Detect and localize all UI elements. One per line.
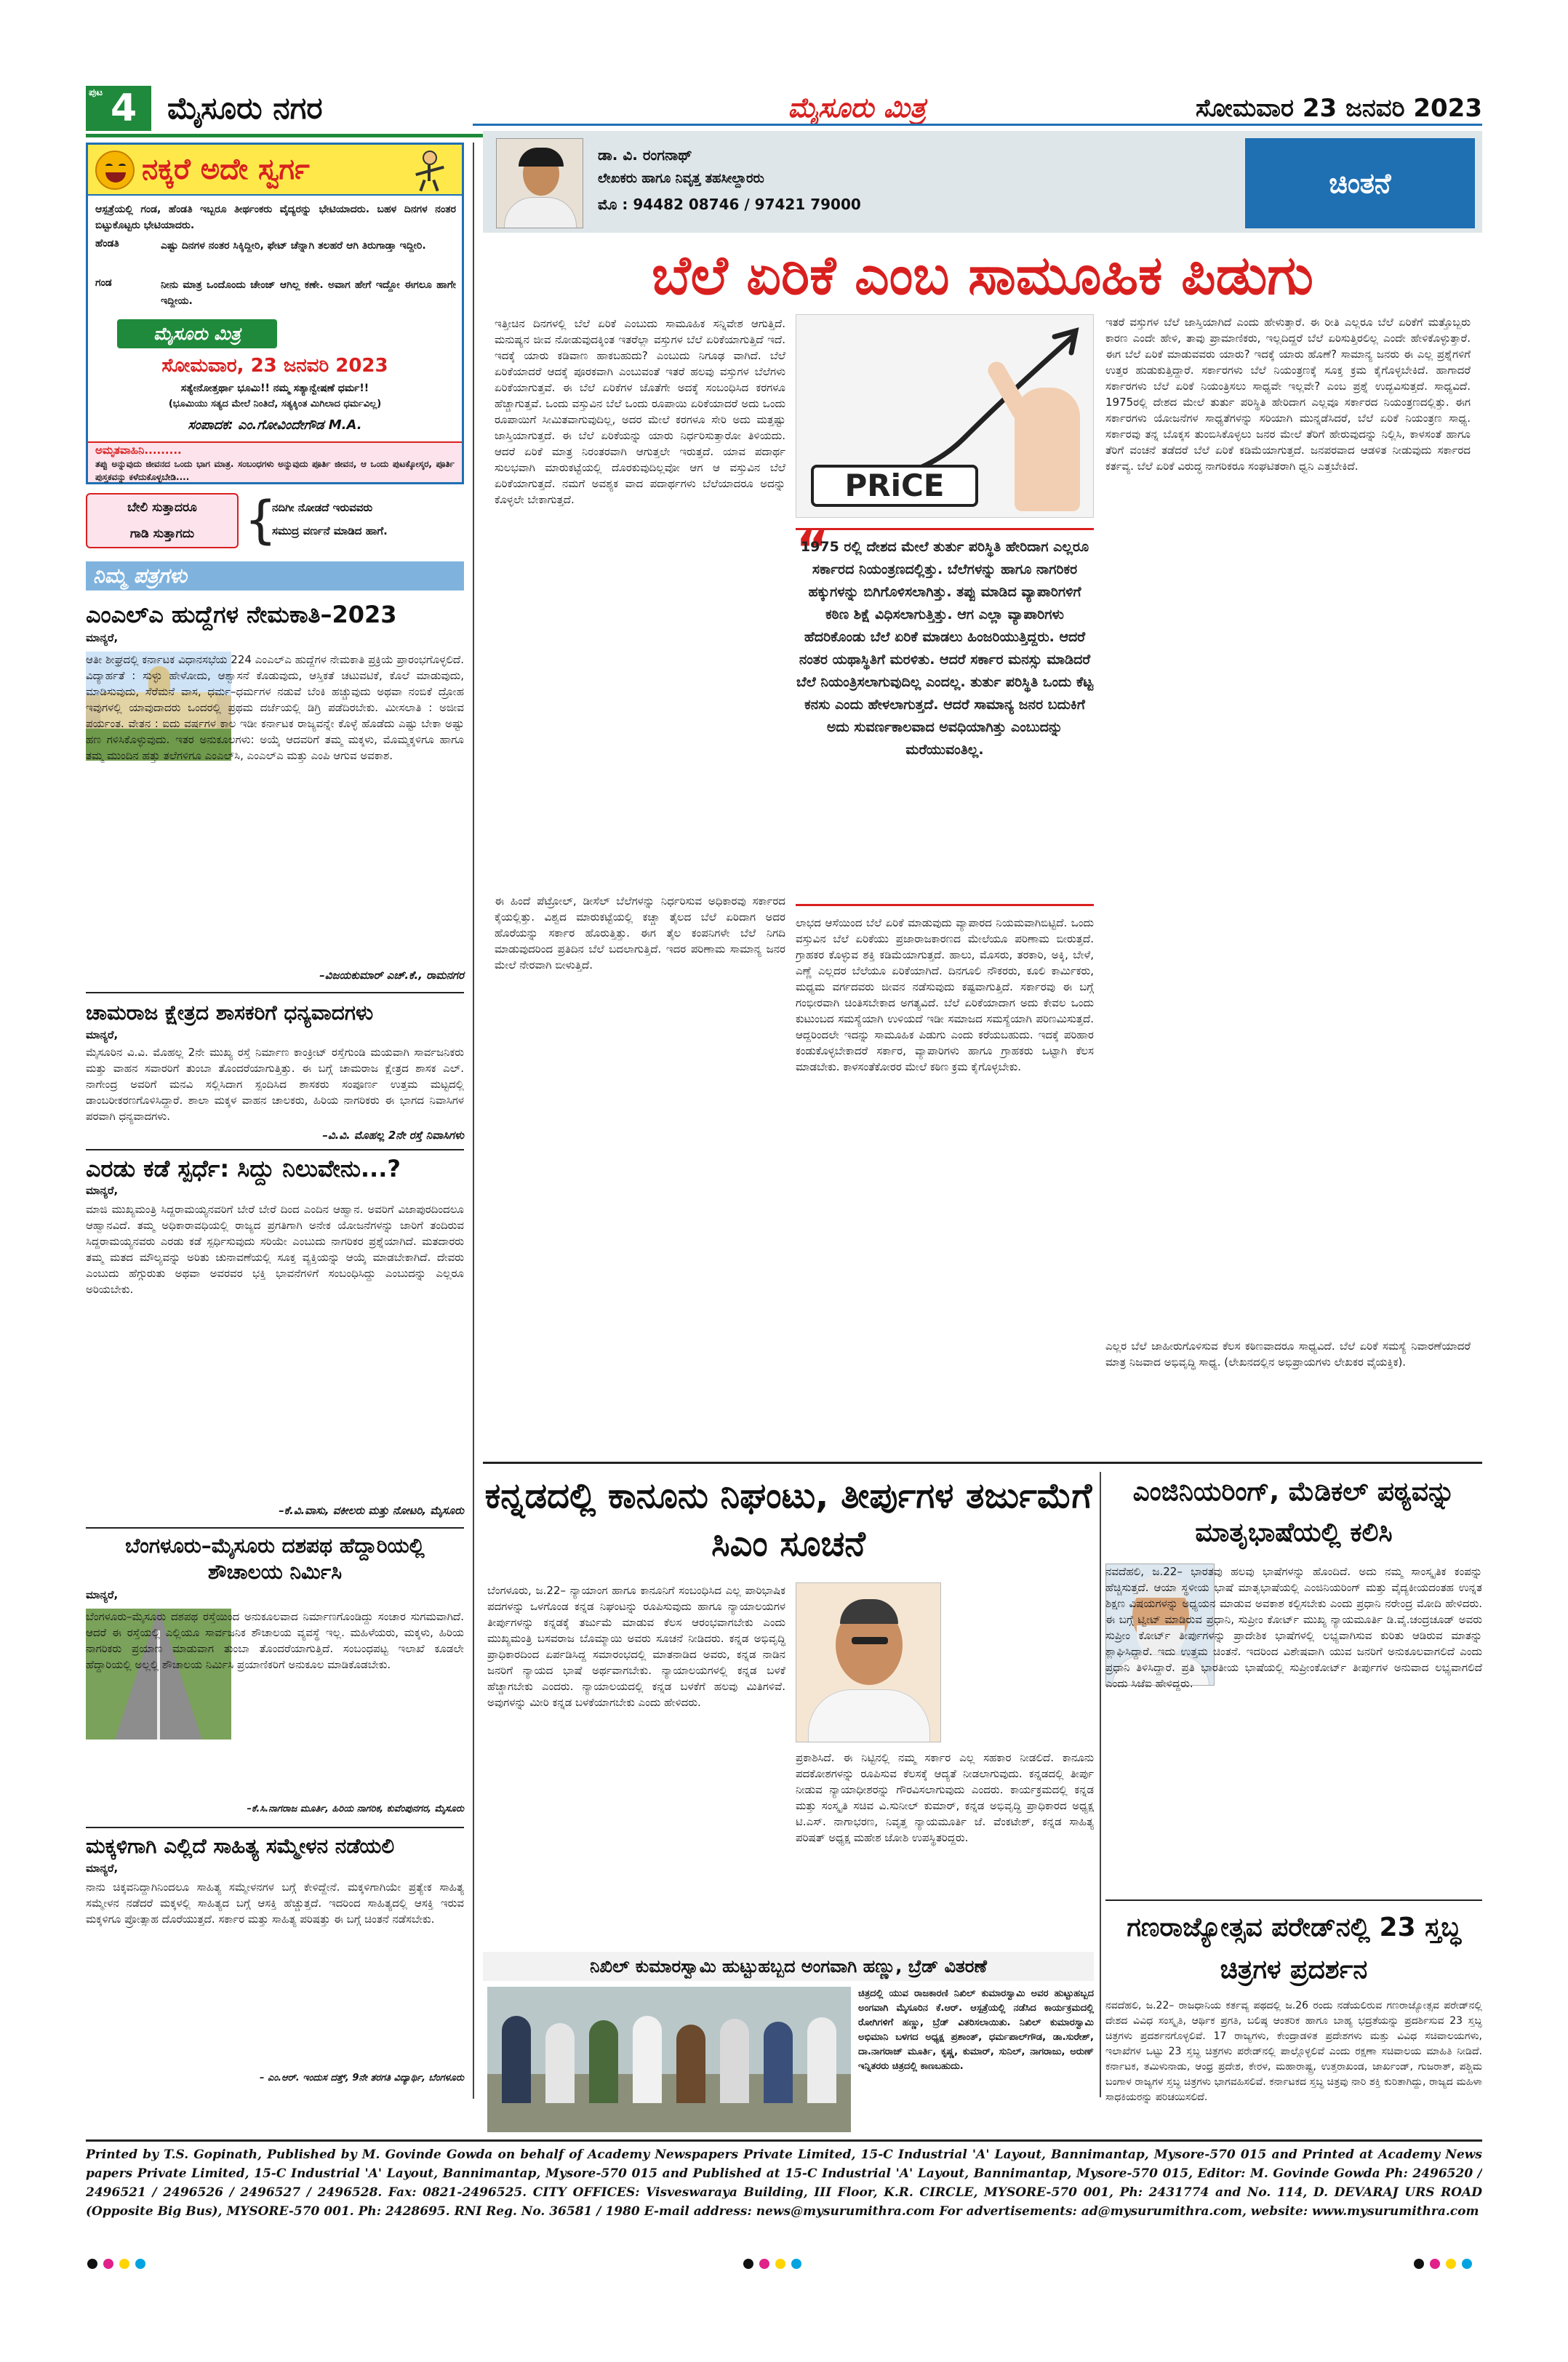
column-headline: ಬೆಲೆ ಏರಿಕೆ ಎಂಬ ಸಾಮೂಹಿಕ ಪಿಡುಗು: [652, 244, 1313, 307]
header-date: ಸೋಮವಾರ 23 ಜನವರಿ 2023: [1195, 94, 1482, 123]
footer-rule: [86, 2139, 1482, 2142]
letter-signature: –ವಿಜಯಕುಮಾರ್ ಎಚ್.ಕೆ., ರಾಮನಗರ: [319, 969, 464, 982]
cm-story-col2: ಪ್ರಕಾಶಿಸಿದೆ. ಈ ನಿಟ್ಟಿನಲ್ಲಿ ನಮ್ಮ ಸರ್ಕಾರ ಎಲ್ಲ ಸಹಕಾರ ನೀಡಲಿದೆ. ಕಾನೂನು ಪದಕೋಶಗಳನ್ನು ರೂಪಿಸುವ ಕೆಲಸಕ್ಕೆ ಆದ್ಯತೆ ನೀಡಲಾಗುವುದು. ಕನ್ನಡದಲ್ಲಿ ತೀರ್ಪು ನೀಡುವ ನ್ಯಾಯಾಧೀಶರನ್ನು ಗೌರವಿಸಲಾಗುವುದು ಎಂದರು. ಕಾರ್ಯಕ್ರಮದಲ್ಲಿ ಕನ್ನಡ ಮತ್ತು ಸಂಸ್ಕೃತಿ ಸಚಿವ ವಿ.ಸುನೀಲ್ ಕುಮಾರ್, ಕನ್ನಡ ಅಭಿವೃದ್ಧಿ ಪ್ರಾಧಿಕಾರದ ಅಧ್ಯಕ್ಷ ಟಿ.ಎಸ್. ನಾಗಾಭರಣ, ನಿವೃತ್ತ ನ್ಯಾಯಮೂರ್ತಿ ಜೆ. ವೆಂಕಟೇಶ್, ಕನ್ನಡ ಸಾಹಿತ್ಯ ಪರಿಷತ್ ಅಧ್ಯಕ್ಷ ಮಹೇಶ ಜೋಶಿ ಉಪಸ್ಥಿತರಿದ್ದರು.: [796, 1751, 1094, 1844]
author-phone: ಮೊ : 94482 08746 / 97421 79000: [598, 196, 861, 213]
letter-title: ಮಕ್ಕಳಿಗಾಗಿ ಎಲ್ಲಿದೆ ಸಾಹಿತ್ಯ ಸಮ್ಮೇಳನ ನಡೆಯಲಿ: [86, 1834, 395, 1858]
pull-quote-text: 1975 ರಲ್ಲಿ ದೇಶದ ಮೇಲೆ ತುರ್ತು ಪರಿಸ್ಥಿತಿ ಹೇರಿದಾಗ ಎಲ್ಲರೂ ಸರ್ಕಾರದ ನಿಯಂತ್ರಣದಲ್ಲಿತ್ತು. ಬೆಲೆಗಳನ್ನು ಹಾಗೂ ನಾಗರಿಕರ ಹಕ್ಕುಗಳನ್ನು ಬಿಗಿಗೊಳಿಸಲಾಗಿತ್ತು. ತಪ್ಪು ಮಾಡಿದ ವ್ಯಾಪಾರಿಗಳಿಗೆ ಕಠಿಣ ಶಿಕ್ಷೆ ವಿಧಿಸಲಾಗುತ್ತಿತ್ತು. ಆಗ ಎಲ್ಲಾ ವ್ಯಾಪಾರಿಗಳು ಹೆದರಿಕೊಂಡು ಬೆಲೆ ಏರಿಕೆ ಮಾಡಲು ಹಿಂಜರಿಯುತ್ತಿದ್ದರು. ಆದರೆ ನಂತರ ಯಥಾಸ್ಥಿತಿಗೆ ಮರಳಿತು. ಆದರೆ ಸರ್ಕಾರ ಮನಸ್ಸು ಮಾಡಿದರೆ ಬೆಲೆ ನಿಯಂತ್ರಿಸಲಾಗುವುದಿಲ್ಲ ಎಂದಲ್ಲ. ತುರ್ತು ಪರಿಸ್ಥಿತಿ ಒಂದು ಕೆಟ್ಟ ಕನಸು ಎಂದು ಹೇಳಲಾಗುತ್ತದೆ. ಆದರೆ ಸಾಮಾನ್ಯ ಜನರ ಬದುಕಿಗೆ ಅದು ಸುವರ್ಣಕಾಲವಾದ ಅವಧಿಯಾಗಿತ್ತು ಎಂಬುದನ್ನು ಮರೆಯುವಂತಿಲ್ಲ.: [796, 539, 1094, 758]
proverb-right-1: ನದಿಗೀ ನೋಡದೆ ಇರುವವರು: [272, 501, 373, 514]
letter-5: [86, 1833, 464, 2094]
proverb-left-2: ಗಾಡಿ ಸುತ್ತಾಗದು: [129, 527, 195, 541]
laughing-face-icon: [95, 151, 135, 190]
letter-salutation: ಮಾನ್ಯರೆ,: [86, 1588, 119, 1601]
author-role: ಲೇಖಕರು ಹಾಗೂ ನಿವೃತ್ತ ತಹಸೀಲ್ದಾರರು: [598, 171, 764, 186]
registration-dot: [119, 2259, 129, 2269]
letter-2: [86, 999, 464, 1145]
nikhil-caption: ಚಿತ್ರದಲ್ಲಿ ಯುವ ರಾಜಕಾರಣಿ ನಿಖಿಲ್ ಕುಮಾರಸ್ವಾಮಿ ಅವರ ಹುಟ್ಟುಹಬ್ಬದ ಅಂಗವಾಗಿ ಮೈಸೂರಿನ ಕೆ.ಆರ್. ಆಸ್ಪತ್ರೆಯಲ್ಲಿ ನಡೆಸಿದ ಕಾರ್ಯಕ್ರಮದಲ್ಲಿ ರೋಗಿಗಳಿಗೆ ಹಣ್ಣು, ಬ್ರೆಡ್ ವಿತರಿಸಲಾಯಿತು. ನಿಖಿಲ್ ಕುಮಾರಸ್ವಾಮಿ ಅಭಿಮಾನಿ ಬಳಗದ ಅಧ್ಯಕ್ಷ ಪ್ರಶಾಂತ್, ಧರ್ಮಪಾಲ್‌ಗೌಡ, ಡಾ.ಸುರೇಶ್, ದಾ.ನಾಗರಾಜ್ ಮೂರ್ತಿ, ಕೃಷ್ಣ, ಕುಮಾರ್, ಸುನಿಲ್, ನಾಗರಾಜು, ಅರುಣ್ ಇನ್ನಿತರರು ಚಿತ್ರದಲ್ಲಿ ಕಾಣಬಹುದು.: [858, 1988, 1094, 2072]
humor-speaker: ಹೆಂಡತಿ: [95, 238, 119, 249]
hospital-event-photo: [487, 1987, 851, 2132]
cm-story-headline: ಕನ್ನಡದಲ್ಲಿ ಕಾನೂನು ನಿಘಂಟು, ತೀರ್ಪುಗಳ ತರ್ಜುಮೆಗೆ ಸಿಎಂ ಸೂಚನೆ: [484, 1476, 1092, 1564]
cartoon-figure-icon: [408, 149, 452, 193]
letter-salutation: ಮಾನ್ಯರೆ,: [86, 631, 119, 644]
column-rule: [473, 143, 474, 2099]
page-number: 4: [111, 87, 137, 130]
letter-body: ಬೆಂಗಳೂರು–ಮೈಸೂರು ದಶಪಥ ರಸ್ತೆಯಿಂದ ಅನುಕೂಲವಾದ ನಿರ್ಮಾಣಗೊಂಡಿದ್ದು ಸಂಚಾರ ಸುಗಮವಾಗಿದೆ. ಆದರೆ ಈ ರಸ್ತೆಯಲ್ಲಿ ಎಲ್ಲಿಯೂ ಸಾರ್ವಜನಿಕ ಶೌಚಾಲಯ ವ್ಯವಸ್ಥೆ ಇಲ್ಲ. ಮಹಿಳೆಯರು, ಮಕ್ಕಳು, ಹಿರಿಯ ನಾಗರಿಕರು ಪ್ರಯಾಣ ಮಾಡುವಾಗ ತುಂಬಾ ತೊಂದರೆಯಾಗುತ್ತಿದೆ. ಸಂಬಂಧಪಟ್ಟ ಇಲಾಖೆ ಕೂಡಲೇ ಹೆದ್ದಾರಿಯಲ್ಲಿ ಅಲ್ಲಲ್ಲಿ ಶೌಚಾಲಯ ನಿರ್ಮಿಸಿ ಪ್ರಯಾಣಿಕರಿಗೆ ಅನುಕೂಲ ಮಾಡಿಕೊಡಬೇಕು.: [86, 1610, 464, 1671]
letter-body: ಮಾಜಿ ಮುಖ್ಯಮಂತ್ರಿ ಸಿದ್ದರಾಮಯ್ಯನವರಿಗೆ ಬೇರೆ ಬೇರೆ ದಿಂದ ಎಂದಿನ ಆಹ್ವಾನ. ಅವರಿಗೆ ವಿಜಾಪುರದಿಂದಲೂ ಆಹ್ವಾನವಿದೆ. ತಮ್ಮ ಅಧಿಕಾರಾವಧಿಯಲ್ಲಿ ರಾಜ್ಯದ ಪ್ರಗತಿಗಾಗಿ ಅನೇಕ ಯೋಜನೆಗಳನ್ನು ಜಾರಿಗೆ ತಂದಿರುವ ಸಿದ್ದರಾಮಯ್ಯನವರು ಎರಡು ಕಡೆ ಸ್ಪರ್ಧಿಸುವುದು ಸರಿಯೇ ಎಂಬುದು ನಾಗರಿಕರ ಪ್ರಶ್ನೆಯಾಗಿದೆ. ಮತದಾರರು ತಮ್ಮ ಮತದ ಮೌಲ್ಯವನ್ನು ಅರಿತು ಚುನಾವಣೆಯಲ್ಲಿ ಸೂಕ್ತ ವ್ಯಕ್ತಿಯನ್ನು ಆಯ್ಕೆ ಮಾಡಬೇಕಾಗಿದೆ. ದೇವರು ಎಂಬುದು ಹೆಗ್ಗುರುತು ಅಥವಾ ಅವರವರ ಭಕ್ತಿ ಭಾವನೆಗಳಿಗೆ ಸಂಬಂಧಿಸಿದ್ದು ಎಂಬುದನ್ನು ಎಲ್ಲರೂ ಅರಿಯಬೇಕು.: [86, 1203, 464, 1296]
registration-dot: [791, 2259, 801, 2269]
proverb-right: [272, 496, 464, 543]
parade-story-headline: ಗಣರಾಜ್ಯೋತ್ಸವ ಪರೇಡ್‌ನಲ್ಲಿ 23 ಸ್ತಬ್ಧ ಚಿತ್ರಗಳ ಪ್ರದರ್ಶನ: [1127, 1913, 1461, 1985]
nikhil-story-headline: ನಿಖಿಲ್ ಕುಮಾರಸ್ವಾಮಿ ಹುಟ್ಟುಹಬ್ಬದ ಅಂಗವಾಗಿ ಹಣ್ಣು, ಬ್ರೆಡ್ ವಿತರಣೆ: [483, 1952, 1094, 1981]
cm-photo: [796, 1582, 941, 1742]
header-rule-blue: [473, 124, 1482, 126]
mini-masthead-motto-2: (ಭೂಮಿಯು ಸತ್ಯದ ಮೇಲೆ ನಿಂತಿದೆ, ಸತ್ಯಕ್ಕಿಂತ ಮಿಗಿಲಾದ ಧರ್ಮವಿಲ್ಲ): [168, 399, 382, 409]
humor-intro: ಆಸ್ಪತ್ರೆಯಲ್ಲಿ ಗಂಡ, ಹೆಂಡತಿ ಇಬ್ಬರೂ ತೀರ್ಥಂಕರು ವೈದ್ಯರನ್ನು ಭೇಟಿಯಾದರು. ಬಹಳ ದಿನಗಳ ನಂತರ ಬಿಟ್ಟುಕೊಟ್ಟರು ಭೇಟಿಯಾದರು.: [95, 204, 456, 231]
price-word: PRiCE: [811, 465, 978, 507]
quote-mark-icon: “: [796, 520, 830, 580]
page-label: ಪುಟ: [89, 87, 103, 98]
masthead-title: ಮೈಸೂರು ಮಿತ್ರ: [788, 92, 926, 124]
mini-masthead-title: ಮೈಸೂರು ಮಿತ್ರ: [153, 324, 241, 344]
amrutha-box: [88, 441, 462, 482]
letters-band: [86, 561, 464, 590]
divider: [86, 1149, 464, 1150]
page-number-box: [86, 86, 151, 131]
letter-body: ಆತೀ ಶೀಘ್ರದಲ್ಲಿ ಕರ್ನಾಟಕ ವಿಧಾನಸಭೆಯ 224 ಎಂಎಲ್‌ಎ ಹುದ್ದೆಗಳ ನೇಮಕಾತಿ ಪ್ರಕ್ರಿಯೆ ಪ್ರಾರಂಭಗೊಳ್ಳಲಿದೆ. ವಿದ್ಯಾರ್ಹತೆ : ಸುಳ್ಳು ಹೇಳೋದು, ಆಶ್ವಾಸನೆ ಕೊಡುವುದು, ಆಸ್ತಿಕತೆ ಚಟುವಟಿಕೆ, ಕೊಲೆ ಮಾಡುವುದು, ಮಾಡಿಸುವುದು, ಸೆರೆಮನೆ ವಾಸ, ಧರ್ಮ–ಧರ್ಮಗಳ ನಡುವೆ ಬೆಂಕಿ ಹಚ್ಚುವುದು ಅಥವಾ ನಂಬಿಕೆ ದ್ರೋಹ ಇವುಗಳಲ್ಲಿ ಯಾವುದಾದರು ಒಂದರಲ್ಲಿ ಪ್ರಥಮ ದರ್ಜೆಯಲ್ಲಿ ಡಿಗ್ರಿ ಪಡೆದಿರಬೇಕು. ಮೀಸಲಾತಿ : ಅಜೀವ ಪರ್ಯಂತ. ವೇತನ : ಐದು ವರ್ಷಗಳ ಕಾಲ ಇಡೀ ಕರ್ನಾಟಕ ರಾಜ್ಯವನ್ನೇ ಕೊಳ್ಳೆ ಹೊಡೆದು ಎಷ್ಟು ಬೇಕಾ ಅಷ್ಟು ಹಣ ಗಳಿಸಿಕೊಳ್ಳುವುದು. ಇತರ ಅನುಕೂಲಗಳು: ಅಯ್ಕೆ ಆದವರಿಗೆ ತಮ್ಮ ಮಕ್ಕಳು, ಮೊಮ್ಮಕ್ಕಳಿಗೂ ಹಾಗೂ ತಮ್ಮ ಮುಂದಿನ ಹತ್ತು ತಲೆಗಳಿಗೂ ಎಂಎಲ್‌ಸಿ, ಎಂಎಲ್‌ಎ ಮತ್ತು ಎಂಪಿ ಆಗುವ ಅವಕಾಶ.: [86, 653, 464, 762]
column-body-col2: ಲಾಭದ ಆಸೆಯಿಂದ ಬೆಲೆ ಏರಿಕೆ ಮಾಡುವುದು ವ್ಯಾಪಾರದ ನಿಯಮವಾಗಿಬಿಟ್ಟಿದೆ. ಒಂದು ವಸ್ತುವಿನ ಬೆಲೆ ಏರಿಕೆಯು ಪ್ರಜಾರಾಜಕಾರಣದ ಮೇಲೆಯೂ ಪರಿಣಾಮ ಬೀರುತ್ತದೆ. ಗ್ರಾಹಕರ ಕೊಳ್ಳುವ ಶಕ್ತಿ ಕಡಿಮೆಯಾಗುತ್ತದೆ. ಹಾಲು, ಮೊಸರು, ತರಕಾರಿ, ಅಕ್ಕಿ, ಬೇಳೆ, ಎಣ್ಣೆ ಎಲ್ಲದರ ಬೆಲೆಯೂ ಏರಿಕೆಯಾಗಿದೆ. ದಿನಗೂಲಿ ನೌಕರರು, ಕೂಲಿ ಕಾರ್ಮಿಕರು, ಮಧ್ಯಮ ವರ್ಗದವರು ಜೀವನ ನಡೆಸುವುದು ಕಷ್ಟವಾಗುತ್ತಿದೆ. ಸರ್ಕಾರವು ಈ ಬಗ್ಗೆ ಗಂಭೀರವಾಗಿ ಚಿಂತಿಸಬೇಕಾದ ಅಗತ್ಯವಿದೆ. ಬೆಲೆ ಏರಿಕೆಯಾದಾಗ ಅದು ಕೇವಲ ಒಂದು ಕುಟುಂಬದ ಸಮಸ್ಯೆಯಾಗಿ ಉಳಿಯದೆ ಇಡೀ ಸಮಾಜದ ಸಮಸ್ಯೆಯಾಗಿ ಪರಿಣಮಿಸುತ್ತದೆ. ಆದ್ದರಿಂದಲೇ ಇದನ್ನು ಸಾಮೂಹಿಕ ಪಿಡುಗು ಎಂದು ಕರೆಯಬಹುದು. ಇದಕ್ಕೆ ಪರಿಹಾರ ಕಂಡುಕೊಳ್ಳಬೇಕಾದರೆ ಸರ್ಕಾರ, ವ್ಯಾಪಾರಿಗಳು ಹಾಗೂ ಗ್ರಾಹಕರು ಒಟ್ಟಾಗಿ ಕೆಲಸ ಮಾಡಬೇಕು. ಕಾಳಸಂತೆಕೋರರ ಮೇಲೆ ಕಠಿಣ ಕ್ರಮ ಕೈಗೊಳ್ಳಬೇಕು.: [796, 916, 1094, 1073]
letters-band-title: ನಿಮ್ಮ ಪತ್ರಗಳು: [93, 564, 187, 588]
registration-dot: [743, 2259, 753, 2269]
mini-masthead-motto: ಸತ್ಯೇನೋತ್ತರ್ಥಾ ಭೂಮಿ!! ನಮ್ಮ ಸತ್ಯಾನ್ವೇಷಣೆ ಧರ್ಮ!!: [180, 383, 369, 394]
letter-body: ನಾನು ಚಿಕ್ಕವನಿದ್ದಾಗಿನಿಂದಲೂ ಸಾಹಿತ್ಯ ಸಮ್ಮೇಳನಗಳ ಬಗ್ಗೆ ಕೇಳಿದ್ದೇನೆ. ಮಕ್ಕಳಿಗಾಗಿಯೇ ಪ್ರತ್ಯೇಕ ಸಾಹಿತ್ಯ ಸಮ್ಮೇಳನ ನಡೆದರೆ ಮಕ್ಕಳಲ್ಲಿ ಸಾಹಿತ್ಯದ ಬಗ್ಗೆ ಆಸಕ್ತಿ ಹೆಚ್ಚುತ್ತದೆ. ಇದರಿಂದ ಸಾಹಿತ್ಯದಲ್ಲಿ ಆಸಕ್ತಿ ಇರುವ ಮಕ್ಕಳಿಗೂ ಪ್ರೋತ್ಸಾಹ ದೊರೆಯುತ್ತದೆ. ಸರ್ಕಾರ ಮತ್ತು ಸಾಹಿತ್ಯ ಪರಿಷತ್ತು ಈ ಬಗ್ಗೆ ಚಿಂತನೆ ನಡೆಸಬೇಕು.: [86, 1881, 464, 1926]
humor-title-bar: [88, 145, 462, 196]
registration-dot: [1430, 2259, 1440, 2269]
column-body-col1b: ಈ ಹಿಂದೆ ಪೆಟ್ರೋಲ್, ಡೀಸೆಲ್ ಬೆಲೆಗಳನ್ನು ನಿರ್ಧರಿಸುವ ಅಧಿಕಾರವು ಸರ್ಕಾರದ ಕೈಯಲ್ಲಿತ್ತು. ವಿಶ್ವದ ಮಾರುಕಟ್ಟೆಯಲ್ಲಿ ಕಚ್ಚಾ ತೈಲದ ಬೆಲೆ ಏರಿದಾಗ ಅದರ ಹೊರೆಯನ್ನು ಸರ್ಕಾರ ಹೊರುತ್ತಿತ್ತು. ಈಗ ತೈಲ ಕಂಪನಿಗಳೇ ಬೆಲೆ ನಿಗದಿ ಮಾಡುವುದರಿಂದ ಪ್ರತಿದಿನ ಬೆಲೆ ಬದಲಾಗುತ್ತಿದೆ. ಇದರ ಪರಿಣಾಮ ಸಾಮಾನ್ಯ ಜನರ ಮೇಲೆ ನೇರವಾಗಿ ಬೀಳುತ್ತಿದೆ.: [495, 894, 785, 972]
letter-title: ಎರಡು ಕಡೆ ಸ್ಪರ್ಧೆ: ಸಿದ್ದು ನಿಲುವೇನು...?: [86, 1155, 401, 1182]
divider: [1105, 1899, 1482, 1901]
price-graph-illustration: [796, 314, 1094, 518]
proverb-brace: {: [244, 490, 277, 550]
letter-title: ಬೆಂಗಳೂರು–ಮೈಸೂರು ದಶಪಥ ಹೆದ್ದಾರಿಯಲ್ಲಿ ಶೌಚಾಲಯ ನಿರ್ಮಿಸಿ: [125, 1534, 425, 1584]
humor-box: [86, 143, 464, 484]
humor-title: ನಕ್ಕರೆ ಅದೇ ಸ್ವರ್ಗ: [142, 153, 310, 186]
author-photo: [496, 138, 583, 228]
footer-imprint: Printed by T.S. Gopinath, Published by M. Govinde Gowda on behalf of Academy Newspapers Private Limited, 15-C Industrial 'A' Layout, Bannimantap, Mysore-570 015 and Printed at Academy News papers Private Limited, 15-C Industrial 'A' Layout, Bannimantap, Mysore-570 015 and Published at 15-C Industrial 'A' Layout, Bannimantap, Mysore-570 015, Editor: M. Govinde Gowda Ph: 2496520 / 2496521 / 2496526 / 2496527 / 2496528. Fax: 0821-2496525. CITY OFFICES: Visveswaraya Building, III Floor, K.R. CIRCLE, MYSORE-570 001, Ph: 2431774 and No. 114, D. DEVARAJ URS ROAD (Opposite Big Bus), MYSORE-570 001. Ph: 2428695. RNI Reg. No. 36581 / 1980 E-mail address: news@mysurumithra.com For advertisements: ad@mysurumithra.com, website: www.mysurumithra.com: [86, 2147, 1482, 2219]
eng-story-headline: ಎಂಜಿನಿಯರಿಂಗ್, ಮೆಡಿಕಲ್ ಪಠ್ಯವನ್ನು ಮಾತೃಭಾಷೆಯಲ್ಲಿ ಕಲಿಸಿ: [1132, 1477, 1455, 1548]
author-name: ಡಾ. ವಿ. ರಂಗನಾಥ್: [598, 146, 692, 164]
registration-dot: [775, 2259, 785, 2269]
letter-3: [86, 1155, 464, 1523]
letter-4: [86, 1533, 464, 1824]
letter-signature: –ವಿ.ವಿ. ಮೊಹಲ್ಲ 2ನೇ ರಸ್ತೆ ನಿವಾಸಿಗಳು: [322, 1129, 464, 1142]
pull-quote: [796, 520, 1094, 906]
column-author-strip: [483, 131, 1482, 233]
mini-masthead: [117, 319, 277, 348]
hand-illustration: [978, 344, 1087, 511]
letter-body: ಮೈಸೂರಿನ ವಿ.ವಿ. ಮೊಹಲ್ಲ 2ನೇ ಮುಖ್ಯ ರಸ್ತೆ ನಿರ್ಮಾಣ ಕಾಂಕ್ರೀಟ್ ರಸ್ತೆಗುಂಡಿ ಮಯವಾಗಿ ಸಾರ್ವಜನಿಕರು ಮತ್ತು ವಾಹನ ಸವಾರರಿಗೆ ತುಂಬಾ ತೊಂದರೆಯಾಗುತ್ತಿತ್ತು. ಈ ಬಗ್ಗೆ ಚಾಮರಾಜ ಕ್ಷೇತ್ರದ ಶಾಸಕ ಎಲ್. ನಾಗೇಂದ್ರ ಅವರಿಗೆ ಮನವಿ ಸಲ್ಲಿಸಿದಾಗ ಸ್ಪಂದಿಸಿದ ಶಾಸಕರು ಸಂಪೂರ್ಣ ಉತ್ತಮ ಮಟ್ಟದಲ್ಲಿ ಡಾಂಬರೀಕರಣಗೊಳಿಸಿದ್ದಾರೆ. ಶಾಲಾ ಮಕ್ಕಳ ವಾಹನ ಚಾಲಕರು, ಹಿರಿಯ ನಾಗರಿಕರು ಈ ಭಾಗದ ನಿವಾಸಿಗಳ ಪರವಾಗಿ ಧನ್ಯವಾದಗಳು.: [86, 1046, 464, 1123]
divider: [86, 1527, 464, 1529]
divider: [86, 1827, 464, 1828]
column-rule: [1100, 1472, 1101, 2097]
registration-dot: [1446, 2259, 1456, 2269]
humor-speech: ನೀನು ಮಾತ್ರ ಒಂದೊಂದು ಚೇಂಜ್ ಆಗಿಲ್ಲ ಕಣೇ. ಅವಾಗ ಹೇಗೆ ಇದ್ದೋ ಈಗಲೂ ಹಾಗೇ ಇದ್ದೀಯ.: [161, 279, 456, 307]
amrutha-title: ಅಮೃತವಾಹಿನಿ.........: [95, 444, 182, 457]
amrutha-text: ತಪ್ಪು ಅನ್ನುವುದು ಜೀವನದ ಒಂದು ಭಾಗ ಮಾತ್ರ. ಸಂಬಂಧಗಳು ಅನ್ನುವುದು ಪೂರ್ತಿ ಜೀವನ, ಆ ಒಂದು ಪುಟಕ್ಕೋಸ್ಕರ, ಪೂರ್ತಿ ಪುಸ್ತಕವನ್ನು ಕಳೆದುಕೊಳ್ಳಬೇಡಿ....: [95, 459, 455, 482]
registration-dot: [87, 2259, 97, 2269]
letter-salutation: ಮಾನ್ಯರೆ,: [86, 1862, 119, 1875]
letter-signature: –ಕೆ.ಸಿ.ನಾಗರಾಜ ಮೂರ್ತಿ, ಹಿರಿಯ ನಾಗರಿಕ, ಕುವೆಂಪುನಗರ, ಮೈಸೂರು: [247, 1803, 464, 1814]
divider: [86, 992, 464, 993]
column-end-rule: [483, 1462, 1482, 1464]
mini-masthead-date: ಸೋಮವಾರ, 23 ಜನವರಿ 2023: [161, 355, 388, 377]
letter-salutation: ಮಾನ್ಯರೆ,: [86, 1028, 119, 1041]
proverb-left: [86, 493, 239, 548]
section-title: ಮೈಸೂರು ನಗರ: [167, 90, 323, 126]
column-tag-box: [1245, 138, 1475, 228]
registration-dot: [759, 2259, 769, 2269]
letter-title: ಎಂಎಲ್‌ಎ ಹುದ್ದೆಗಳ ನೇಮಕಾತಿ–2023: [86, 601, 397, 628]
letter-signature: –ಕೆ.ವಿ.ವಾಸು, ವಕೀಲರು ಮತ್ತು ನೋಟರಿ, ಮೈಸೂರು: [279, 1504, 464, 1517]
humor-line-1: [95, 238, 456, 274]
letter-salutation: ಮಾನ್ಯರೆ,: [86, 1184, 119, 1197]
registration-dot: [1462, 2259, 1472, 2269]
registration-dot: [103, 2259, 113, 2269]
parade-story-body: ನವದೆಹಲಿ, ಜ.22– ರಾಜಧಾನಿಯ ಕರ್ತವ್ಯ ಪಥದಲ್ಲಿ ಜ.26 ರಂದು ನಡೆಯಲಿರುವ ಗಣರಾಜ್ಯೋತ್ಸವ ಪರೇಡ್‌ನಲ್ಲಿ ದೇಶದ ವಿವಿಧ ಸಂಸ್ಕೃತಿ, ಆರ್ಥಿಕ ಪ್ರಗತಿ, ಬಲಿಷ್ಠ ಆಂತರಿಕ ಹಾಗೂ ಬಾಹ್ಯ ಭದ್ರತೆಯನ್ನು ಪ್ರದರ್ಶಿಸುವ 23 ಸ್ತಬ್ಧ ಚಿತ್ರಗಳು ಪ್ರದರ್ಶನಗೊಳ್ಳಲಿವೆ. 17 ರಾಜ್ಯಗಳು, ಕೇಂದ್ರಾಡಳಿತ ಪ್ರದೇಶಗಳು ಮತ್ತು ವಿವಿಧ ಸಚಿವಾಲಯಗಳು, ಇಲಾಖೆಗಳ ಒಟ್ಟು 23 ಸ್ತಬ್ಧ ಚಿತ್ರಗಳು ಪರೇಡ್‌ನಲ್ಲಿ ಪಾಲ್ಗೊಳ್ಳಲಿವೆ ಎಂದು ರಕ್ಷಣಾ ಸಚಿವಾಲಯ ಮಾಹಿತಿ ನೀಡಿದೆ. ಕರ್ನಾಟಕ, ತಮಿಳುನಾಡು, ಆಂಧ್ರ ಪ್ರದೇಶ, ಕೇರಳ, ಮಹಾರಾಷ್ಟ್ರ, ಉತ್ತರಾಖಂಡ, ಜಾರ್ಖಂಡ್, ಗುಜರಾತ್, ಪಶ್ಚಿಮ ಬಂಗಾಳ ರಾಜ್ಯಗಳ ಸ್ತಬ್ಧ ಚಿತ್ರಗಳು ಭಾಗವಹಿಸಲಿವೆ. ಕರ್ನಾಟಕದ ಸ್ತಬ್ಧ ಚಿತ್ರವು ನಾರಿ ಶಕ್ತಿ ಕುರಿತಾಗಿದ್ದು, ರಾಜ್ಯದ ಮಹಿಳಾ ಸಾಧಕಿಯರನ್ನು ಪರಿಚಯಿಸಲಿದೆ.: [1105, 2000, 1482, 2103]
proverb-box: [86, 492, 464, 551]
column-tag: ಚಿಂತನೆ: [1329, 167, 1391, 199]
letter-1: [86, 601, 464, 989]
column-body-col3: ಇತರೆ ವಸ್ತುಗಳ ಬೆಲೆ ಜಾಸ್ತಿಯಾಗಿದೆ ಎಂದು ಹೇಳುತ್ತಾರೆ. ಈ ರೀತಿ ಎಲ್ಲರೂ ಬೆಲೆ ಏರಿಕೆಗೆ ಮತ್ತೊಬ್ಬರು ಕಾರಣ ಎಂದೇ ಹೇಳಿ, ತಾವು ಪ್ರಾಮಾಣಿಕರು, ಇಲ್ಲದಿದ್ದರೆ ಬೆಲೆ ಏರಿಸುತ್ತಿರಲಿಲ್ಲ ಎಂದೇ ಹೇಳಿಕೊಳ್ಳುತ್ತಾರೆ. ಈಗ ಬೆಲೆ ಏರಿಕೆ ಮಾಡುವವರು ಯಾರು? ಇದಕ್ಕೆ ಯಾರು ಹೊಣೆ? ಸಾಮಾನ್ಯ ಜನರು ಈ ಎಲ್ಲ ಪ್ರಶ್ನೆಗಳಿಗೆ ಉತ್ತರ ಹುಡುಕುತ್ತಿದ್ದಾರೆ. ಸರ್ಕಾರಗಳು ಬೆಲೆ ನಿಯಂತ್ರಣಕ್ಕೆ ಸೂಕ್ತ ಕ್ರಮ ಕೈಗೊಳ್ಳಬೇಕಿದೆ. ಹಾಗಾದರೆ ಸರ್ಕಾರಗಳು ಬೆಲೆ ಏರಿಕೆ ನಿಯಂತ್ರಿಸಲು ಸಾಧ್ಯವೇ ಇಲ್ಲವೇ? ಎಂಬ ಪ್ರಶ್ನೆ ಉದ್ಭವಿಸುತ್ತದೆ. ಸಾಧ್ಯವಿದೆ. 1975ರಲ್ಲಿ ದೇಶದ ಮೇಲೆ ತುರ್ತು ಪರಿಸ್ಥಿತಿ ಹೇರಿದಾಗ ಎಲ್ಲವೂ ಸರ್ಕಾರದ ನಿಯಂತ್ರಣದಲ್ಲಿತ್ತು. ಈಗ ಸರ್ಕಾರಗಳು ಯೋಜನೆಗಳ ಸಾಧ್ಯತೆಗಳನ್ನು ಸರಿಯಾಗಿ ಮುನ್ನಡೆಸಿದರೆ, ಬೆಲೆ ಏರಿಕೆ ನಿಯಂತ್ರಣ ಸಾಧ್ಯ. ಸರ್ಕಾರವು ತನ್ನ ಬೊಕ್ಕಸ ತುಂಬಿಸಿಕೊಳ್ಳಲು ಜನರ ಮೇಲೆ ತೆರಿಗೆ ಹೇರುವುದನ್ನು ನಿಲ್ಲಿಸಿ, ಕಾಳಸಂತೆ ಹಾಗೂ ತೆರಿಗೆ ವಂಚನೆ ತಡೆದರೆ ಬೆಲೆ ಏರಿಕೆ ಕಡಿಮೆಯಾಗುತ್ತದೆ. ಜನಪರವಾದ ಆಡಳಿತ ನೀಡುವುದು ಸರ್ಕಾರದ ಕರ್ತವ್ಯ. ಬೆಲೆ ಏರಿಕೆ ವಿರುದ್ಧ ನಾಗರಿಕರೂ ಸಂಘಟಿತರಾಗಿ ಧ್ವನಿ ಎತ್ತಬೇಕಿದೆ.: [1105, 316, 1471, 473]
proverb-right-2: ಸಮುದ್ರ ವರ್ಣನೆ ಮಾಡಿದ ಹಾಗೆ.: [272, 524, 388, 537]
humor-line-2: [95, 277, 456, 313]
column-body-col3b: ಎಲ್ಲರ ಬೆಲೆ ಜಾಹೀರುಗೊಳಿಸುವ ಕೆಲಸ ಕಠಿಣವಾದರೂ ಸಾಧ್ಯವಿದೆ. ಬೆಲೆ ಏರಿಕೆ ಸಮಸ್ಯೆ ನಿವಾರಣೆಯಾದರೆ ಮಾತ್ರ ನಿಜವಾದ ಅಭಿವೃದ್ಧಿ ಸಾಧ್ಯ. (ಲೇಖನದಲ್ಲಿನ ಅಭಿಪ್ರಾಯಗಳು ಲೇಖಕರ ವೈಯಕ್ತಿಕ).: [1105, 1340, 1471, 1369]
proverb-left-1: ಬೇಲಿ ಸುತ್ತಾದರೂ: [127, 500, 197, 515]
cm-story-col1: ಬೆಂಗಳೂರು, ಜ.22– ನ್ಯಾಯಾಂಗ ಹಾಗೂ ಕಾನೂನಿಗೆ ಸಂಬಂಧಿಸಿದ ಎಲ್ಲ ಪಾರಿಭಾಷಿಕ ಪದಗಳನ್ನು ಒಳಗೊಂಡ ಕನ್ನಡ ನಿಘಂಟನ್ನು ರೂಪಿಸುವುದು ಹಾಗೂ ನ್ಯಾಯಾಲಯಗಳ ತೀರ್ಪುಗಳನ್ನು ಕನ್ನಡಕ್ಕೆ ತರ್ಜುಮೆ ಮಾಡುವ ಕೆಲಸ ಆರಂಭವಾಗಬೇಕು ಎಂದು ಮುಖ್ಯಮಂತ್ರಿ ಬಸವರಾಜ ಬೊಮ್ಮಾಯಿ ಅವರು ಸೂಚನೆ ನೀಡಿದರು. ಕನ್ನಡ ಅಭಿವೃದ್ಧಿ ಪ್ರಾಧಿಕಾರದಿಂದ ಏರ್ಪಡಿಸಿದ್ದ ಸಮಾರಂಭದಲ್ಲಿ ಮಾತನಾಡಿದ ಅವರು, ಕನ್ನಡ ನಾಡಿನ ಜನರಿಗೆ ನ್ಯಾಯದ ಭಾಷೆ ಅರ್ಥವಾಗಬೇಕು. ನ್ಯಾಯಾಲಯಗಳಲ್ಲಿ ಕನ್ನಡ ಬಳಕೆ ಹೆಚ್ಚಾಗಬೇಕು ಎಂದರು. ನ್ಯಾಯಾಲಯದಲ್ಲಿ ಕನ್ನಡ ಬಳಕೆಗೆ ಹಲವು ಮಿತಿಗಳಿವೆ. ಅವುಗಳನ್ನು ಮೀರಿ ಕನ್ನಡ ಬಳಕೆಯಾಗಬೇಕು ಎಂದು ಹೇಳಿದರು.: [487, 1584, 785, 1709]
letter-title: ಚಾಮರಾಜ ಕ್ಷೇತ್ರದ ಶಾಸಕರಿಗೆ ಧನ್ಯವಾದಗಳು: [86, 1001, 374, 1025]
registration-dot: [135, 2259, 145, 2269]
column-body-col1: ಇತ್ತೀಚಿನ ದಿನಗಳಲ್ಲಿ ಬೆಲೆ ಏರಿಕೆ ಎಂಬುದು ಸಾಮೂಹಿಕ ಸನ್ನಿವೇಶ ಆಗುತ್ತಿದೆ. ಮನುಷ್ಯನ ಜೀವ ನೋಡುವುದಕ್ಕಿಂತ ಇತರೆಲ್ಲಾ ವಸ್ತುಗಳ ಬೆಲೆ ಏರಿಕೆಯಾಗುತ್ತಿದೆ ಇದೆ. ಇದಕ್ಕೆ ಯಾರು ಕಡಿವಾಣ ಹಾಕಬಹುದು? ಎಂಬುದು ನಿಗೂಢ ವಾಗಿದೆ. ಬೆಲೆ ಏರಿಕೆಯಾದರೆ ಆದಕ್ಕೆ ಪೂರಕವಾಗಿ ಎಂಬುವಂತೆ ಇತರೆ ಹಲವು ವಸ್ತುಗಳ ಬೆಲೆಗಳು ಏರಿಕೆಯಾಗುತ್ತವೆ. ಈ ಬೆಲೆ ಏರಿಕೆಗಳ ಜೊತೆಗೇ ಅದಕ್ಕೆ ಸಂಬಂಧಿಸಿದ ಕರಗಳೂ ಹೆಚ್ಚಾಗುತ್ತವೆ. ಒಂದು ವಸ್ತುವಿನ ಬೆಲೆ ಒಂದು ರೂಪಾಯಿ ಏರಿಕೆಯಾದರೆ ಅದು ಒಂದು ರೂಪಾಯಿಗೆ ಸೀಮಿತವಾಗುವುದಿಲ್ಲ, ಅದರ ಮೇಲೆ ಕರಗಳೂ ಸೇರಿ ಅದು ಮತ್ತಷ್ಟು ಜಾಸ್ತಿಯಾಗುತ್ತದೆ. ಈ ಬೆಲೆ ಏರಿಕೆಯನ್ನು ಯಾರು ನಿರ್ಧರಿಸುತ್ತಾರೋ ತಿಳಿಯದು. ಆದರೆ ಏರಿಕೆ ಮಾತ್ರ ನಿರಂತರವಾಗಿ ಆಗುತ್ತಲೇ ಇರುತ್ತದೆ. ಯಾವ ಪದಾರ್ಥ ಸುಲಭವಾಗಿ ಮಾರುಕಟ್ಟೆಯಲ್ಲಿ ದೊರಕುವುದಿಲ್ಲವೋ ಆಗ ಆ ವಸ್ತುವಿನ ಬೆಲೆ ಏರಿಕೆಯಾಗುತ್ತದೆ. ನಮಗೆ ಅವಶ್ಯಕ ವಾದ ಪದಾರ್ಥಗಳು ಬೆಲೆಯಾದರೂ ಅದನ್ನು ಕೊಳ್ಳಲೇ ಬೇಕಾಗುತ್ತದೆ.: [495, 317, 785, 506]
mini-masthead-editor: ಸಂಪಾದಕ: ಎಂ.ಗೋವಿಂದೇಗೌಡ M.A.: [188, 417, 362, 433]
humor-speech: ಎಷ್ಟು ದಿನಗಳ ನಂತರ ಸಿಕ್ಕಿದ್ದೀರಿ, ಫೇಟ್ ಚೆನ್ನಾಗಿ ತಲಹರೆ ಆಗಿ ತಿರುಗಾಡ್ತಾ ಇದ್ದೀರಿ.: [161, 240, 426, 252]
letter-signature: – ಎಂ.ಆರ್. ಇಂದುಸ ದತ್ತ್, 9ನೇ ತರಗತಿ ವಿದ್ಯಾರ್ಥಿ, ಬೆಂಗಳೂರು: [259, 2073, 464, 2083]
registration-dot: [1414, 2259, 1424, 2269]
humor-speaker: ಗಂಡ: [95, 277, 112, 289]
eng-story-body: ನವದೆಹಲಿ, ಜ.22– ಭಾರತವು ಹಲವು ಭಾಷೆಗಳನ್ನು ಹೊಂದಿದೆ. ಅದು ನಮ್ಮ ಸಾಂಸ್ಕೃತಿಕ ಕಂಪನ್ನು ಹೆಚ್ಚಿಸುತ್ತದೆ. ಆಯಾ ಸ್ಥಳೀಯ ಭಾಷೆ ಮಾತೃಭಾಷೆಯಲ್ಲಿ ಎಂಜಿನಿಯರಿಂಗ್ ಮತ್ತು ವೈದ್ಯಕೀಯದಂತಹ ಉನ್ನತ ಶಿಕ್ಷಣ ವಿಷಯಗಳನ್ನು ಅಧ್ಯಯನ ಮಾಡುವ ಅವಕಾಶ ಕಲ್ಪಿಸಬೇಕು ಎಂದು ಪ್ರಧಾನಿ ನರೇಂದ್ರ ಮೋದಿ ಹೇಳಿದರು. ಈ ಬಗ್ಗೆ ಟ್ವೀಟ್ ಮಾಡಿರುವ ಪ್ರಧಾನಿ, ಸುಪ್ರೀಂ ಕೋರ್ಟ್ ಮುಖ್ಯ ನ್ಯಾಯಮೂರ್ತಿ ಡಿ.ವೈ.ಚಂದ್ರಚೂಡ್ ಅವರು ಸುಪ್ರೀಂ ಕೋರ್ಟ್ ತೀರ್ಪುಗಳನ್ನು ಪ್ರಾದೇಶಿಕ ಭಾಷೆಗಳಲ್ಲಿ ಲಭ್ಯವಾಗಿಸುವ ಕುರಿತು ಆಡಿರುವ ಮಾತನ್ನು ಶ್ಲಾಘಿಸಿದ್ದಾರೆ. ಇದು ಉತ್ತಮ ಚಿಂತನೆ. ಇದರಿಂದ ವಿಶೇಷವಾಗಿ ಯುವ ಜನರಿಗೆ ಅನುಕೂಲವಾಗಲಿದೆ ಎಂದು ಪ್ರಧಾನಿ ತಿಳಿಸಿದ್ದಾರೆ. ಪ್ರತಿ ಭಾರತೀಯ ಭಾಷೆಯಲ್ಲಿ ಸುಪ್ರೀಂಕೋರ್ಟ್ ತೀರ್ಪುಗಳ ಅನುವಾದ ಲಭ್ಯವಾಗಲಿದೆ ಎಂದು ಸಿಜೆಐ ಹೇಳಿದ್ದರು.: [1105, 1565, 1482, 1690]
